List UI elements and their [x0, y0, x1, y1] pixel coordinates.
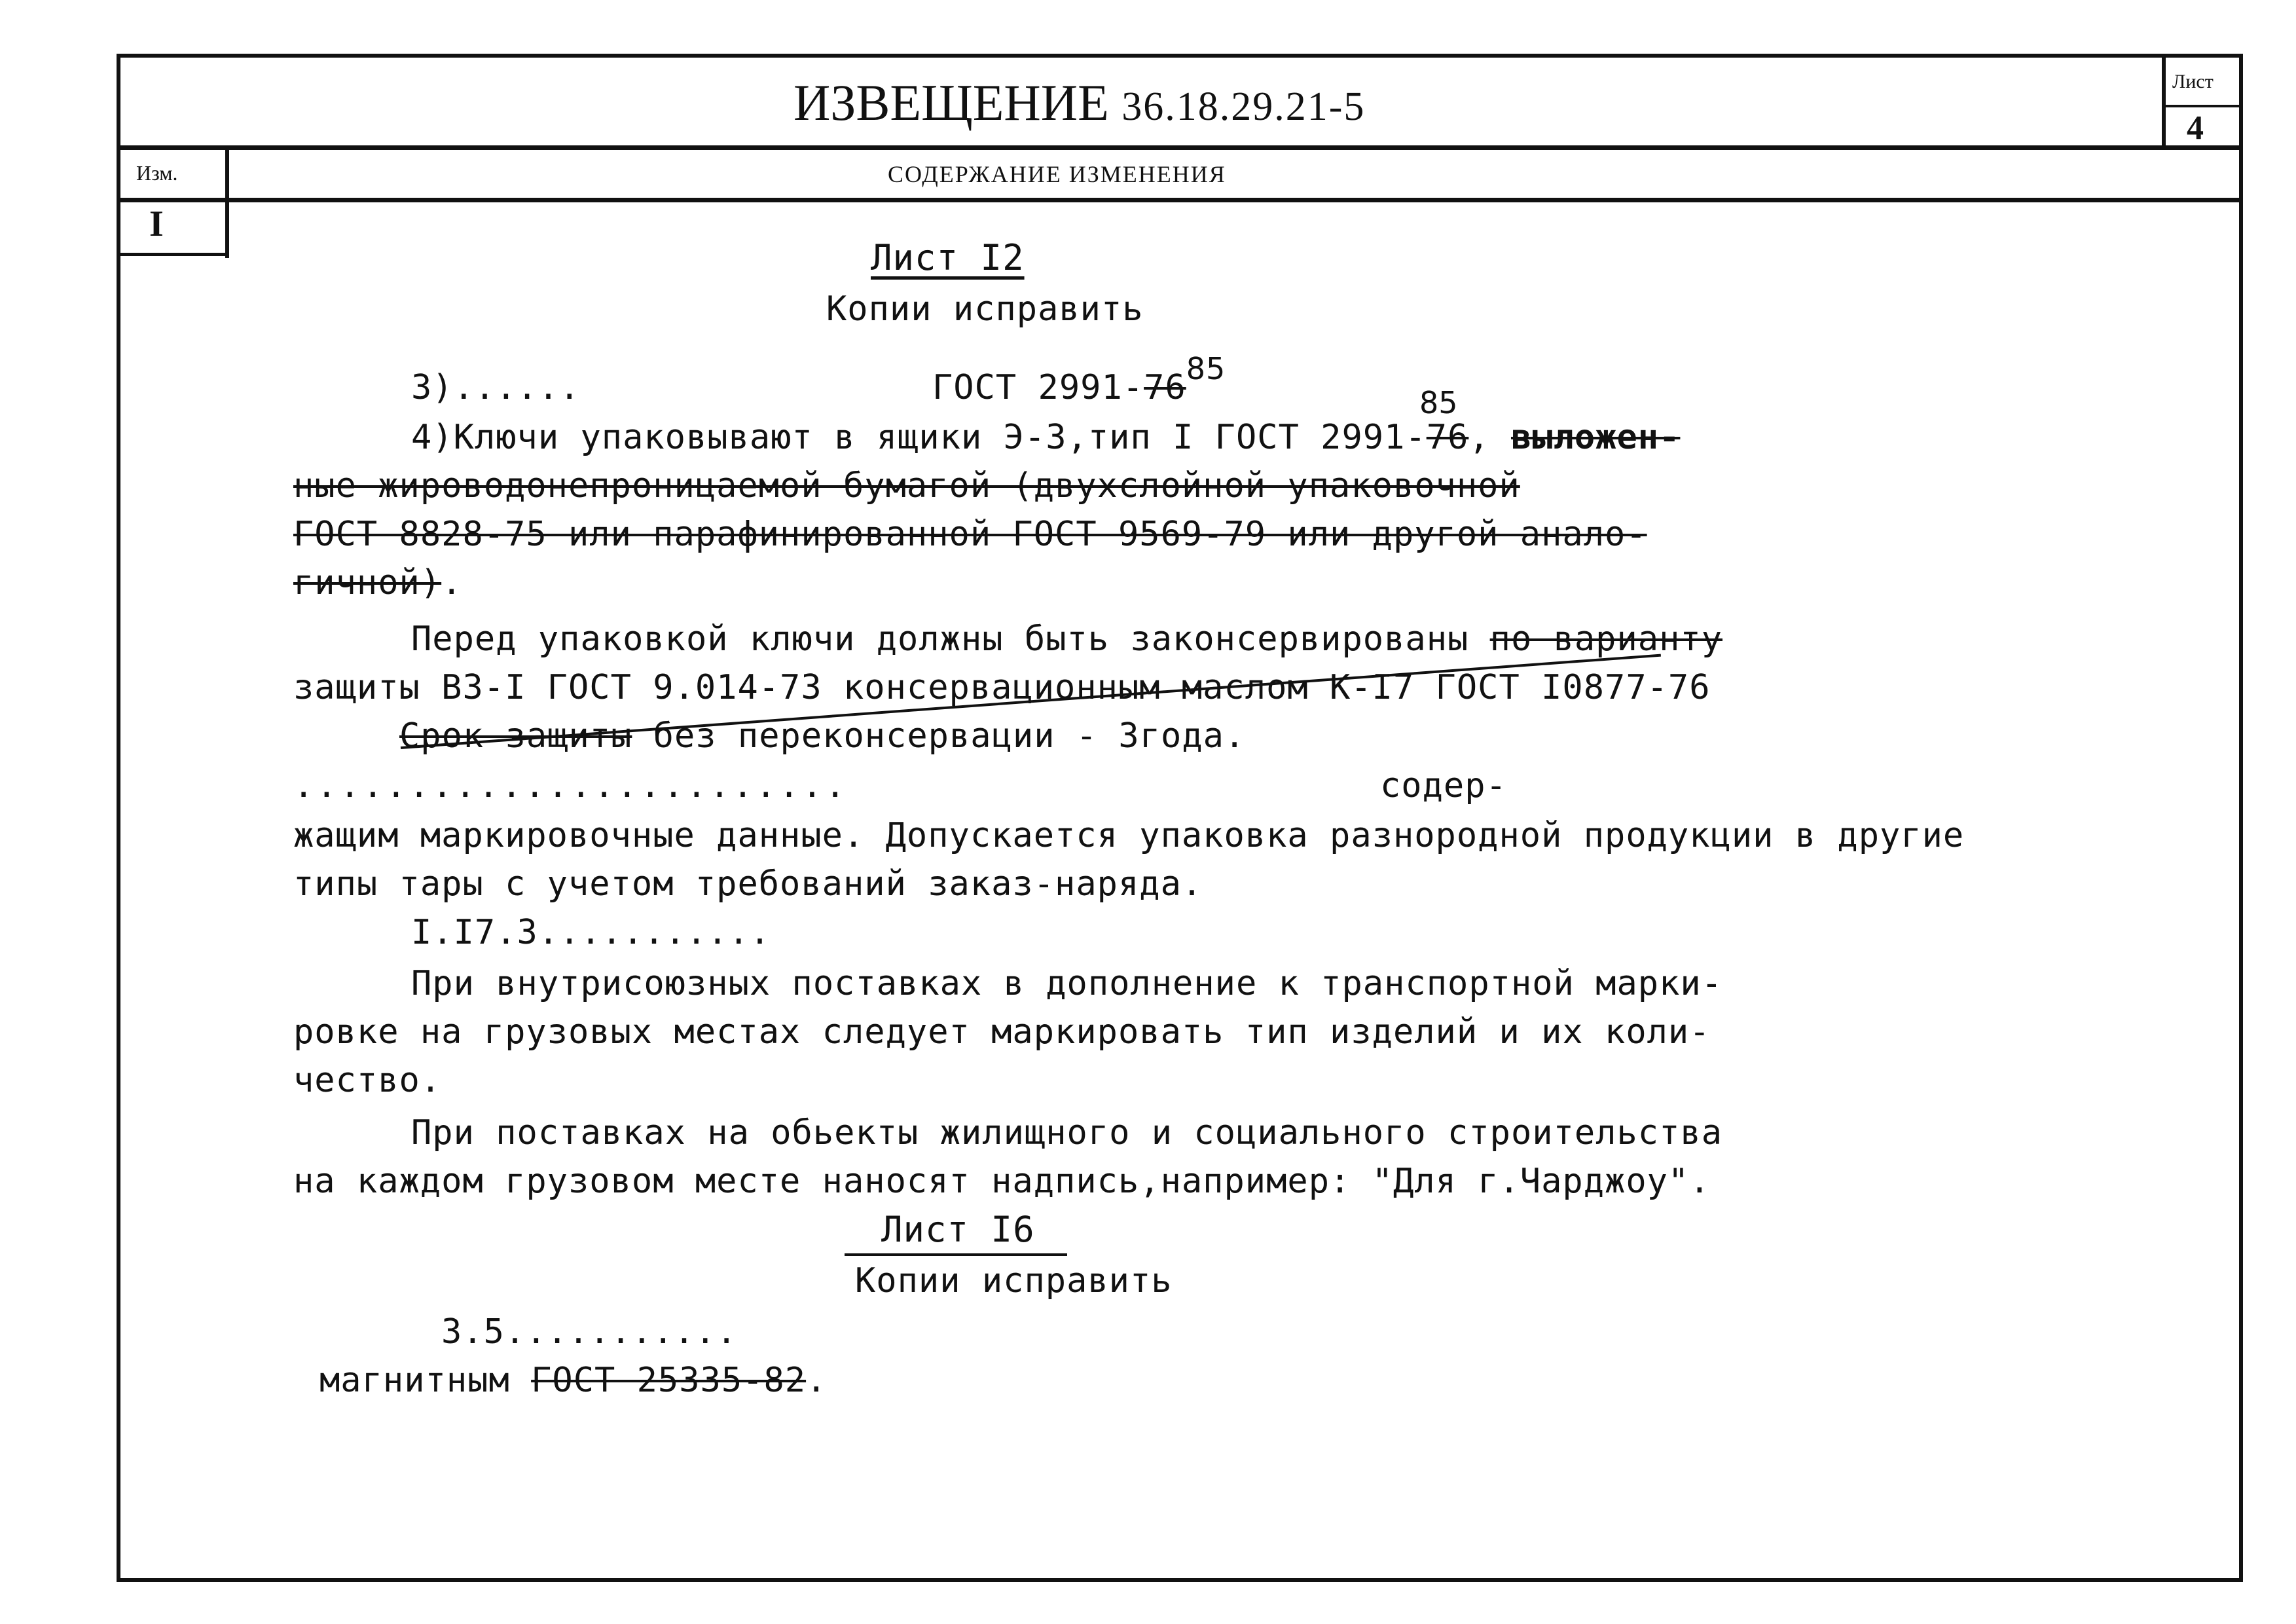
sheet-number: 4	[2187, 109, 2204, 147]
struck-line-3: ГОСТ 8828-75 или парафинированной ГОСТ 9569-79 или другой анало-	[293, 515, 1647, 554]
notice-title	[793, 73, 1365, 132]
item4-struck-year: 76	[1426, 418, 1469, 457]
sheet16-heading-rule	[845, 1253, 1067, 1256]
struck-line-4-text: гичной)	[293, 563, 442, 602]
para2-line3-text: без переконсервации - 3года.	[632, 716, 1246, 756]
magnetic-struck-gost: ГОСТ 25335-82	[531, 1361, 807, 1400]
para2-line1-text: Перед упаковкой ключи должны быть законсервированы	[411, 619, 1490, 659]
para3-line2: ровке на грузовых местах следует маркировать тип изделий и их коли-	[293, 1012, 1711, 1052]
para2-line1	[411, 619, 1722, 659]
header-divider	[117, 145, 2243, 150]
item4-new-year: 85	[1419, 385, 1458, 420]
change-label: Изм.	[136, 161, 178, 185]
para2-line2: защиты ВЗ-I ГОСТ 9.014-73 консервационным маслом К-I7 ГОСТ I0877-76	[293, 668, 1711, 707]
sheet-box-divider	[2162, 105, 2239, 107]
sheet12-heading: Лист I2	[871, 237, 1025, 278]
sheet-label: Лист	[2172, 71, 2214, 92]
item3-gost-struck-year: 76	[1144, 368, 1186, 407]
change-box-bottom	[117, 253, 229, 256]
marking-line: жащим маркировочные данные. Допускается упаковка разнородной продукции в другие	[293, 816, 1965, 855]
notice-doc-number: 36.18.29.21-5	[1121, 84, 1366, 129]
magnetic-text: магнитным	[319, 1361, 532, 1400]
item4-struck-word: выложен-	[1510, 418, 1681, 457]
item3-dots: 3)......	[411, 368, 581, 407]
para4-line1: При поставках на обьекты жилищного и социального строительства	[411, 1113, 1723, 1153]
para3-line1: При внутрисоюзных поставках в дополнение к транспортной марки-	[411, 964, 1723, 1003]
item-35: 3.5...........	[441, 1312, 738, 1352]
soder-fragment: содер-	[1380, 766, 1507, 805]
magnetic-line	[319, 1361, 827, 1400]
para2-line3-struck: Срок защиты	[399, 716, 632, 756]
content-label: СОДЕРЖАНИЕ ИЗМЕНЕНИЯ	[888, 161, 1226, 187]
struck-line-4-period: .	[441, 563, 463, 602]
item3-line	[411, 368, 580, 407]
item4-line	[411, 418, 1680, 457]
sheet-box-left	[2162, 58, 2166, 149]
struck-line-4	[293, 563, 462, 602]
sheet16-heading: Лист I6	[881, 1209, 1035, 1250]
item3-gost-new-year: 85	[1186, 351, 1226, 386]
item-1173: I.I7.3...........	[411, 913, 771, 952]
notice-title-word: ИЗВЕЩЕНИЕ	[793, 74, 1109, 131]
item3-gost	[932, 351, 1226, 407]
tara-line: типы тары с учетом требований заказ-наряда.	[293, 864, 1203, 904]
struck-line-2: ные жироводонепроницаемой бумагой (двухслойной упаковочной	[293, 466, 1520, 506]
para4-line2: на каждом грузовом месте наносят надпись,например: "Для г.Чарджоу".	[293, 1162, 1711, 1201]
dots-line: ........................	[293, 766, 848, 805]
item4-text: 4)Ключи упаковывают в ящики Э-3,тип I ГОСТ 2991-	[411, 418, 1427, 457]
item4-comma: ,	[1468, 418, 1490, 457]
change-number: I	[149, 204, 164, 244]
para2-line1-struck: по варианту	[1489, 619, 1723, 659]
change-column-divider	[225, 149, 229, 258]
magnetic-period: .	[806, 1361, 828, 1400]
para3-line3: чество.	[293, 1061, 442, 1100]
para2-line3	[399, 716, 1245, 756]
sheet16-instruction: Копии исправить	[855, 1261, 1173, 1301]
subheader-divider	[117, 198, 2243, 202]
item3-gost-text: ГОСТ 2991-	[932, 368, 1144, 407]
sheet12-instruction: Копии исправить	[826, 289, 1144, 329]
